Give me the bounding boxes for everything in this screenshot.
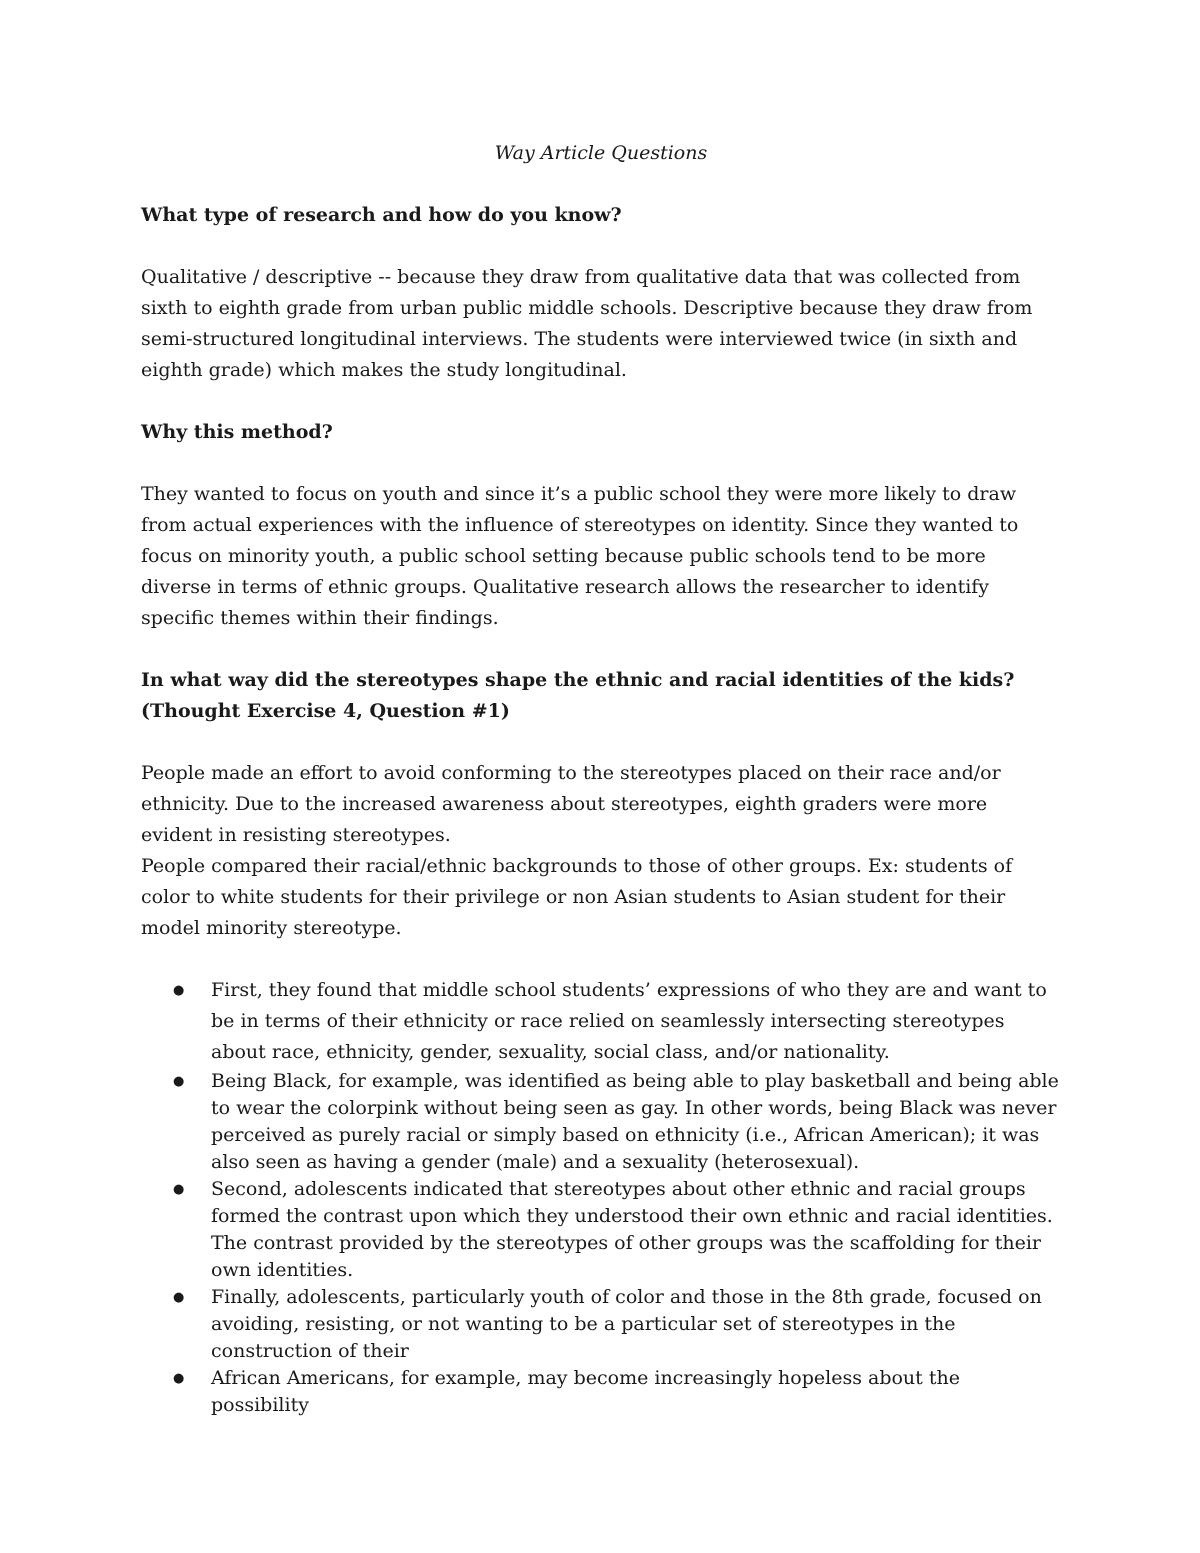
list-item-text: Second, adolescents indicated that stereotypes about other ethnic and racial groups formed the contrast upon which they understood their own ethnic and racial identities. The contrast provided by the stereotypes of other groups was the scaffolding for their own identities. <box>211 1178 1053 1281</box>
list-item <box>173 1284 1061 1365</box>
answer-research-type: Qualitative / descriptive -- because they draw from qualitative data that was collected from sixth to eighth grade from urban public middle schools. Descriptive because they draw from semi-structured longitudinal interviews. The students were interviewed twice (in sixth and eighth grade) which makes the study longitudinal. <box>141 266 1033 381</box>
list-item-text: First, they found that middle school students’ expressions of who they are and want to be in terms of their ethnicity or race relied on seamlessly intersecting stereotypes about race, ethnicity, gender, sexuality, social class, and/or nationality. <box>211 979 1047 1063</box>
bullet-icon: ● <box>173 1182 185 1197</box>
findings-bullet-list <box>141 975 1061 1419</box>
list-item <box>173 1068 1061 1176</box>
list-item <box>173 1176 1061 1284</box>
document-title: Way Article Questions <box>494 142 708 164</box>
question-why-method: Why this method? <box>141 421 333 443</box>
list-item-text: Finally, adolescents, particularly youth of color and those in the 8th grade, focused on avoiding, resisting, or not wanting to be a particular set of stereotypes in the construction of their <box>211 1286 1042 1362</box>
bullet-icon: ● <box>173 1371 185 1386</box>
bullet-icon: ● <box>173 983 185 998</box>
list-item-text: African Americans, for example, may become increasingly hopeless about the possibility <box>211 1367 960 1416</box>
answer-stereotypes-paragraph-2: People compared their racial/ethnic backgrounds to those of other groups. Ex: students of color to white students for their privilege or non Asian students to Asian student for their model minority stereotype. <box>141 855 1013 939</box>
list-item <box>173 975 1061 1068</box>
answer-stereotypes-paragraph-1: People made an effort to avoid conforming to the stereotypes placed on their race and/or ethnicity. Due to the increased awareness about stereotypes, eighth graders were more evident in resisting stereotypes. <box>141 762 1001 846</box>
answer-why-method: They wanted to focus on youth and since it’s a public school they were more likely to draw from actual experiences with the influence of stereotypes on identity. Since they wanted to focus on minority youth, a public school setting because public schools tend to be more diverse in terms of ethnic groups. Qualitative research allows the researcher to identify specific themes within their findings. <box>141 483 1019 629</box>
list-item-text: Being Black, for example, was identified as being able to play basketball and being able to wear the colorpink without being seen as gay. In other words, being Black was never perceived as purely racial or simply based on ethnicity (i.e., African American); it was also seen as having a gender (male) and a sexuality (heterosexual). <box>211 1070 1059 1173</box>
question-stereotypes-identity: In what way did the stereotypes shape the ethnic and racial identities of the kids? (Thought Exercise 4, Question #1) <box>141 669 1015 722</box>
list-item <box>173 1365 1061 1419</box>
bullet-icon: ● <box>173 1074 185 1089</box>
document-page <box>141 138 1061 1419</box>
question-research-type: What type of research and how do you know? <box>141 204 622 226</box>
bullet-icon: ● <box>173 1290 185 1305</box>
